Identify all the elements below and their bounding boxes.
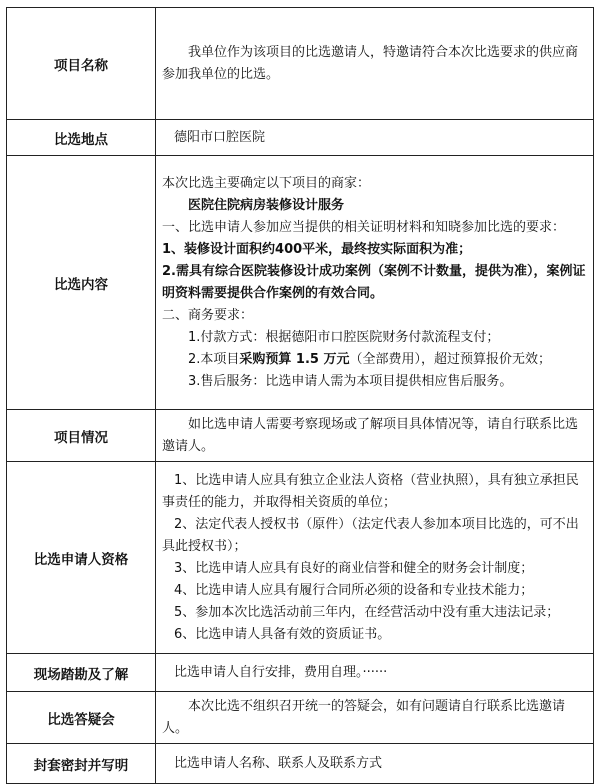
project-name-cell <box>156 8 594 120</box>
qualification-cell <box>156 462 594 654</box>
seal-label: 封套密封并写明 <box>7 744 156 784</box>
qualification-item-5: 5、参加本次比选活动前三年内，在经营活动中没有重大违法记录； <box>174 604 560 620</box>
row-situation <box>7 410 594 462</box>
qa-text: 本次比选不组织召开统一的答疑会，如有问题请自行联系比选邀请人。 <box>162 698 566 736</box>
seal-cell <box>156 744 594 784</box>
content-section-1: 一、比选申请人参加应当提供的相关证明材料和知晓参加比选的要求： <box>162 219 566 235</box>
content-cell <box>156 156 594 410</box>
site-visit-label: 现场踏勘及了解 <box>7 654 156 692</box>
situation-text: 如比选申请人需要考察现场或了解项目具体情况等，请自行联系比选邀请人。 <box>162 416 579 454</box>
content-requirement-1: 1、装修设计面积约400平米，最终按实际面积为准； <box>162 241 472 257</box>
content-requirement-2: 2.需具有综合医院装修设计成功案例（案例不计数量，提供为准），案例证明资料需要提供合作案例的有效合同。 <box>162 263 586 301</box>
row-seal <box>7 744 594 784</box>
row-site-visit <box>7 654 594 692</box>
content-intro: 本次比选主要确定以下项目的商家： <box>162 175 371 191</box>
content-business-2-suffix: （全部费用），超过预算报价无效； <box>349 351 552 367</box>
row-project-name <box>7 8 594 120</box>
qualification-item-1: 1、比选申请人应具有独立企业法人资格（营业执照），具有独立承担民事责任的能力，并取得相关资质的单位； <box>162 472 579 510</box>
qa-cell <box>156 692 594 744</box>
site-visit-text: 比选申请人自行安排，费用自理。······ <box>174 664 388 680</box>
qualification-item-3: 3、比选申请人应具有良好的商业信誉和健全的财务会计制度； <box>174 560 534 576</box>
location-cell <box>156 120 594 156</box>
situation-label: 项目情况 <box>7 410 156 462</box>
qualification-item-2: 2、法定代表人授权书（原件）（法定代表人参加本项目比选的，可不出具此授权书）； <box>162 516 579 554</box>
content-label: 比选内容 <box>7 156 156 410</box>
row-qualification <box>7 462 594 654</box>
qa-label: 比选答疑会 <box>7 692 156 744</box>
situation-cell <box>156 410 594 462</box>
content-budget-amount: 采购预算 1.5 万元 <box>239 351 350 367</box>
location-text: 德阳市口腔医院 <box>174 129 266 145</box>
qualification-label: 比选申请人资格 <box>7 462 156 654</box>
content-business-3: 3.售后服务：比选申请人需为本项目提供相应售后服务。 <box>188 373 513 389</box>
qualification-item-6: 6、比选申请人具备有效的资质证书。 <box>174 626 391 642</box>
row-location <box>7 120 594 156</box>
content-business-1: 1.付款方式：根据德阳市口腔医院财务付款流程支付； <box>188 329 500 345</box>
content-business-2-prefix: 2.本项目 <box>188 351 240 367</box>
project-name-label: 项目名称 <box>7 8 156 120</box>
project-name-text: 我单位作为该项目的比选邀请人，特邀请符合本次比选要求的供应商参加我单位的比选。 <box>162 44 579 82</box>
row-qa <box>7 692 594 744</box>
content-business-2 <box>162 349 587 371</box>
location-label: 比选地点 <box>7 120 156 156</box>
procurement-info-table <box>6 7 594 784</box>
content-project-name: 医院住院病房装修设计服务 <box>188 197 345 213</box>
qualification-item-4: 4、比选申请人应具有履行合同所必须的设备和专业技术能力； <box>174 582 534 598</box>
seal-text: 比选申请人名称、联系人及联系方式 <box>174 755 383 771</box>
content-section-2: 二、商务要求： <box>162 307 254 323</box>
site-visit-cell <box>156 654 594 692</box>
row-content <box>7 156 594 410</box>
